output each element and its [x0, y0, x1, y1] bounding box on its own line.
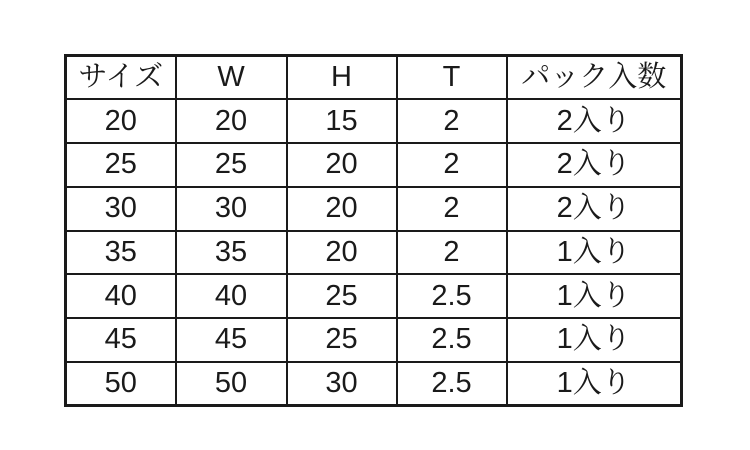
table-row [66, 231, 682, 275]
column-header-pack-quantity: パック入数 [507, 56, 682, 100]
table-cell: 20 [287, 231, 397, 275]
table-cell: 1入り [507, 231, 682, 275]
table-row [66, 99, 682, 143]
table-cell: 25 [66, 143, 176, 187]
table-cell: 2 [397, 187, 507, 231]
table-cell: 2 [397, 99, 507, 143]
table-cell: 30 [287, 362, 397, 406]
table-cell: 25 [176, 143, 287, 187]
table-cell: 20 [176, 99, 287, 143]
table-cell: 2.5 [397, 274, 507, 318]
table-cell: 35 [176, 231, 287, 275]
table-cell: 50 [66, 362, 176, 406]
table-cell: 35 [66, 231, 176, 275]
table-row [66, 274, 682, 318]
table-cell: 45 [66, 318, 176, 362]
table-cell: 30 [176, 187, 287, 231]
table-row [66, 318, 682, 362]
table-cell: 20 [66, 99, 176, 143]
table-cell: 2.5 [397, 362, 507, 406]
column-header-t: T [397, 56, 507, 100]
table-cell: 2 [397, 231, 507, 275]
header-row [66, 56, 682, 100]
table-cell: 15 [287, 99, 397, 143]
column-header-h: H [287, 56, 397, 100]
column-header-w: W [176, 56, 287, 100]
table-row [66, 143, 682, 187]
table-cell: 2.5 [397, 318, 507, 362]
table-cell: 2入り [507, 143, 682, 187]
table-cell: 1入り [507, 318, 682, 362]
table-row [66, 187, 682, 231]
table-cell: 30 [66, 187, 176, 231]
table-cell: 2入り [507, 187, 682, 231]
table-cell: 25 [287, 318, 397, 362]
table-cell: 40 [66, 274, 176, 318]
table-cell: 2入り [507, 99, 682, 143]
table-cell: 20 [287, 187, 397, 231]
table-cell: 1入り [507, 362, 682, 406]
table-cell: 50 [176, 362, 287, 406]
spec-table-container [64, 54, 683, 407]
table-row [66, 362, 682, 406]
table-cell: 40 [176, 274, 287, 318]
table-cell: 1入り [507, 274, 682, 318]
column-header-size: サイズ [66, 56, 176, 100]
table-cell: 2 [397, 143, 507, 187]
table-cell: 25 [287, 274, 397, 318]
table-cell: 20 [287, 143, 397, 187]
spec-table [64, 54, 683, 407]
table-cell: 45 [176, 318, 287, 362]
